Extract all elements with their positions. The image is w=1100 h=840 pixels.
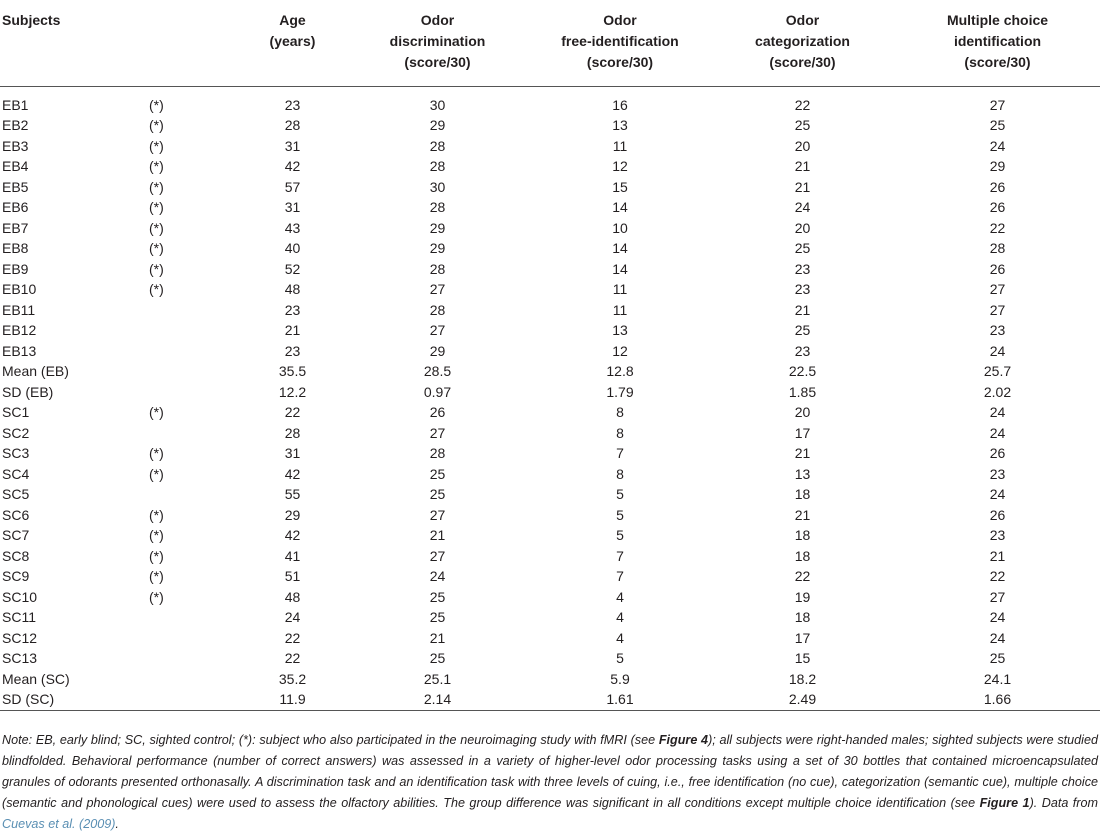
age-cell: 31 (284, 137, 301, 154)
categorization-cell: 23 (794, 281, 811, 297)
header-free-identification-line2: free-identification (561, 33, 679, 49)
free-identification-cell: 12.8 (606, 363, 634, 379)
categorization-cell: 22 (794, 96, 811, 113)
note-figure4-ref[interactable]: Figure 4 (658, 733, 709, 747)
table-header-row (0, 10, 1100, 86)
free-identification-cell: 4 (616, 588, 624, 605)
discrimination-cell: 0.97 (423, 383, 452, 400)
age-cell: 12.2 (278, 383, 307, 400)
free-identification-cell: 14 (612, 199, 628, 215)
multiple-choice-cell: 21 (989, 547, 1006, 564)
categorization-cell: 20 (794, 219, 811, 236)
fmri-mark-cell: (*) (149, 240, 164, 256)
age-cell: 23 (284, 96, 301, 113)
header-discrimination-line2: discrimination (389, 33, 486, 49)
categorization-cell: 24 (794, 199, 811, 215)
note-part1: Note: EB, early blind; SC, sighted control; (*): subject who also participated in the neuroimaging study with fMRI (see (2, 733, 659, 747)
note-citation-link[interactable]: Cuevas et al. (2009) (2, 817, 116, 831)
header-discrimination-line1: Odor (420, 12, 455, 28)
age-cell: 48 (284, 588, 301, 605)
discrimination-cell: 29 (429, 240, 446, 256)
free-identification-cell: 7 (616, 445, 624, 461)
multiple-choice-cell: 26 (989, 199, 1006, 215)
multiple-choice-cell: 24 (989, 342, 1006, 359)
free-identification-cell: 13 (612, 117, 628, 133)
header-multiple-choice (895, 10, 1100, 86)
fmri-mark-cell (145, 607, 240, 628)
free-identification-cell: 11 (612, 281, 628, 297)
fmri-mark-cell: (*) (149, 281, 164, 297)
table-row (0, 648, 1100, 669)
fmri-mark-cell: (*) (149, 219, 164, 236)
subject-cell: EB13 (2, 342, 37, 359)
discrimination-cell: 28 (429, 137, 446, 154)
table-row (0, 566, 1100, 587)
multiple-choice-cell: 26 (989, 178, 1006, 195)
categorization-cell: 20 (794, 404, 811, 420)
table-row (0, 341, 1100, 362)
discrimination-cell: 27 (429, 424, 446, 441)
note-figure1-ref[interactable]: Figure 1 (979, 796, 1030, 810)
subject-cell: Mean (SC) (2, 670, 70, 687)
age-cell: 57 (284, 178, 301, 195)
categorization-cell: 21 (794, 158, 811, 174)
discrimination-cell: 2.14 (345, 689, 530, 710)
discrimination-cell: 27 (429, 547, 446, 564)
header-discrimination-line3: (score/30) (404, 54, 471, 70)
age-cell: 48 (284, 281, 301, 297)
fmri-mark-cell: (*) (149, 117, 164, 133)
fmri-mark-cell (145, 300, 240, 321)
subject-cell: EB6 (2, 199, 29, 215)
table-row (0, 669, 1100, 690)
table-row (0, 505, 1100, 526)
age-cell: 23 (284, 342, 301, 359)
free-identification-cell: 11 (612, 301, 628, 318)
multiple-choice-cell: 24 (989, 137, 1006, 154)
note-part4: . (115, 817, 119, 831)
fmri-mark-cell (145, 689, 240, 710)
fmri-mark-cell: (*) (149, 137, 164, 154)
free-identification-cell: 14 (612, 240, 628, 256)
multiple-choice-cell: 25.7 (983, 363, 1012, 379)
multiple-choice-cell: 26 (989, 445, 1006, 461)
discrimination-cell: 28.5 (423, 363, 452, 379)
categorization-cell: 21 (794, 301, 811, 318)
header-age (240, 10, 345, 86)
table-row (0, 300, 1100, 321)
age-cell: 55 (284, 486, 301, 502)
subject-cell: SC2 (2, 424, 30, 441)
header-discrimination (345, 10, 530, 86)
categorization-cell: 20 (794, 137, 811, 154)
discrimination-cell: 28 (429, 199, 446, 215)
age-cell: 31 (284, 445, 301, 461)
subject-cell: SC9 (2, 568, 30, 584)
discrimination-cell: 27 (429, 281, 446, 297)
table-row (0, 197, 1100, 218)
table-row (0, 443, 1100, 464)
free-identification-cell: 16 (612, 96, 628, 113)
discrimination-cell: 25.1 (423, 670, 452, 687)
discrimination-cell: 26 (429, 404, 446, 420)
subject-cell: EB5 (2, 178, 29, 195)
free-identification-cell: 1.61 (530, 689, 710, 710)
categorization-cell: 23 (794, 260, 811, 277)
free-identification-cell: 8 (616, 424, 624, 441)
discrimination-cell: 27 (429, 506, 446, 523)
multiple-choice-cell: 1.66 (895, 689, 1100, 710)
subject-cell: SC8 (2, 547, 30, 564)
subject-cell: SD (EB) (2, 383, 54, 400)
discrimination-cell: 28 (429, 445, 446, 461)
age-cell: 52 (284, 260, 301, 277)
table-row (0, 607, 1100, 628)
categorization-cell: 18 (794, 547, 811, 564)
categorization-cell: 22 (794, 568, 811, 584)
categorization-cell: 13 (794, 465, 811, 482)
age-cell: 40 (284, 240, 301, 256)
discrimination-cell: 30 (429, 178, 446, 195)
header-categorization-line2: categorization (755, 33, 850, 49)
table-row (0, 238, 1100, 259)
free-identification-cell: 15 (612, 178, 628, 195)
categorization-cell: 25 (794, 240, 811, 256)
subject-cell: EB10 (2, 281, 37, 297)
age-cell: 35.5 (278, 363, 307, 379)
table-row (0, 464, 1100, 485)
table-row (0, 320, 1100, 341)
discrimination-cell: 25 (429, 486, 446, 502)
header-mark-spacer (145, 10, 240, 86)
subject-cell: EB4 (2, 158, 29, 174)
discrimination-cell: 25 (429, 465, 446, 482)
header-multiple-choice-line1: Multiple choice (946, 12, 1049, 28)
discrimination-cell: 28 (429, 158, 446, 174)
table-note (2, 730, 1098, 835)
categorization-cell: 23 (794, 342, 811, 359)
discrimination-cell: 25 (429, 588, 446, 605)
subject-cell: EB2 (2, 117, 29, 133)
multiple-choice-cell: 24.1 (983, 670, 1012, 687)
fmri-mark-cell (145, 484, 240, 505)
fmri-mark-cell: (*) (149, 404, 164, 420)
free-identification-cell: 5 (616, 506, 624, 523)
fmri-mark-cell: (*) (149, 260, 164, 277)
discrimination-cell: 30 (429, 96, 446, 113)
free-identification-cell: 14 (612, 260, 628, 277)
multiple-choice-cell: 2.02 (983, 383, 1012, 400)
header-multiple-choice-line3: (score/30) (964, 54, 1031, 70)
categorization-cell: 1.85 (788, 383, 817, 400)
free-identification-cell: 12 (612, 342, 628, 359)
fmri-mark-cell (145, 648, 240, 669)
free-identification-cell: 13 (612, 322, 628, 338)
fmri-mark-cell: (*) (149, 465, 164, 482)
subject-cell: SC6 (2, 506, 30, 523)
multiple-choice-cell: 23 (989, 465, 1006, 482)
age-cell: 11.9 (240, 689, 345, 710)
fmri-mark-cell: (*) (149, 568, 164, 584)
fmri-mark-cell: (*) (149, 445, 164, 461)
subject-cell: EB8 (2, 240, 29, 256)
age-cell: 42 (284, 465, 301, 482)
header-free-identification-line1: Odor (603, 12, 637, 28)
fmri-mark-cell: (*) (149, 527, 164, 543)
multiple-choice-cell: 23 (989, 527, 1006, 543)
table-row (0, 628, 1100, 649)
subject-cell: Mean (EB) (2, 363, 69, 379)
table-row (0, 423, 1100, 444)
note-part2: ); all subjects were right-handed males; sighted subjects were studied blindfolded. Behavioral performance (number of correct answers) was assessed in a variety of higher-level odor processing tasks using a set of 30 bottles that contained microencapsulated granules of odorants presented orthonasally. A discrimination task and an identification task with three levels of cuing, i.e., free identification (no cue), categorization (semantic cue), multiple choice (semantic and phonological cues) were used to assess the olfactory abilities. The group difference was significant in all conditions except multiple choice identification (see (2, 733, 1098, 810)
age-cell: 51 (284, 568, 301, 584)
free-identification-cell: 7 (616, 568, 624, 584)
subject-cell: SC11 (2, 609, 36, 625)
multiple-choice-cell: 27 (989, 301, 1006, 318)
table-row (0, 484, 1100, 505)
age-cell: 43 (284, 219, 301, 236)
subject-cell: SC4 (2, 465, 30, 482)
free-identification-cell: 4 (616, 609, 624, 625)
subject-cell: EB9 (2, 260, 29, 277)
subject-cell: EB12 (2, 322, 37, 338)
subject-cell: SC10 (2, 588, 38, 605)
age-cell: 31 (284, 199, 301, 215)
fmri-mark-cell (145, 320, 240, 341)
multiple-choice-cell: 22 (989, 219, 1006, 236)
age-cell: 24 (284, 609, 301, 625)
note-part3: ). Data from (1029, 796, 1098, 810)
categorization-cell: 2.49 (710, 689, 895, 710)
subject-cell: SC1 (2, 404, 30, 420)
categorization-cell: 15 (794, 650, 811, 666)
multiple-choice-cell: 27 (989, 588, 1006, 605)
categorization-cell: 18 (794, 527, 811, 543)
table-body (0, 86, 1100, 710)
multiple-choice-cell: 28 (989, 240, 1006, 256)
multiple-choice-cell: 24 (989, 486, 1006, 502)
table-row (0, 587, 1100, 608)
subject-cell: SC5 (2, 486, 30, 502)
discrimination-cell: 29 (429, 219, 446, 236)
age-cell: 28 (284, 424, 301, 441)
subject-cell: EB7 (2, 219, 29, 236)
subject-cell: EB1 (2, 96, 29, 113)
fmri-mark-cell (145, 628, 240, 649)
fmri-mark-cell: (*) (149, 199, 164, 215)
header-subjects: Subjects (0, 10, 145, 86)
discrimination-cell: 29 (429, 342, 446, 359)
fmri-mark-cell (145, 423, 240, 444)
fmri-mark-cell: (*) (149, 588, 164, 605)
fmri-mark-cell (145, 382, 240, 403)
subject-cell: EB11 (2, 301, 36, 318)
categorization-cell: 17 (794, 424, 811, 441)
discrimination-cell: 28 (429, 301, 446, 318)
age-cell: 21 (284, 322, 301, 338)
fmri-mark-cell: (*) (149, 96, 164, 113)
header-age-line1: Age (279, 12, 306, 28)
table-row (0, 361, 1100, 382)
discrimination-cell: 21 (429, 527, 446, 543)
table-row (0, 156, 1100, 177)
categorization-cell: 17 (794, 629, 811, 646)
categorization-cell: 18.2 (788, 670, 817, 687)
age-cell: 23 (284, 301, 301, 318)
multiple-choice-cell: 27 (989, 281, 1006, 297)
categorization-cell: 19 (794, 588, 811, 605)
discrimination-cell: 29 (429, 117, 446, 133)
fmri-mark-cell: (*) (149, 547, 164, 564)
fmri-mark-cell (145, 669, 240, 690)
fmri-mark-cell (145, 341, 240, 362)
free-identification-cell: 1.79 (606, 383, 634, 400)
header-free-identification (530, 10, 710, 86)
header-multiple-choice-line2: identification (953, 33, 1042, 49)
multiple-choice-cell: 29 (989, 158, 1006, 174)
header-categorization-line1: Odor (785, 12, 820, 28)
multiple-choice-cell: 27 (989, 96, 1006, 113)
free-identification-cell: 12 (612, 158, 628, 174)
table-row (0, 115, 1100, 136)
table-row (0, 177, 1100, 198)
table-row (0, 402, 1100, 423)
table-row (0, 86, 1100, 115)
free-identification-cell: 5 (616, 486, 624, 502)
table-row (0, 136, 1100, 157)
age-cell: 41 (284, 547, 301, 564)
header-categorization (710, 10, 895, 86)
header-free-identification-line3: (score/30) (586, 54, 654, 70)
subject-cell: SC3 (2, 445, 30, 461)
multiple-choice-cell: 23 (989, 322, 1006, 338)
categorization-cell: 21 (794, 506, 811, 523)
multiple-choice-cell: 26 (989, 260, 1006, 277)
multiple-choice-cell: 26 (989, 506, 1006, 523)
age-cell: 42 (284, 527, 301, 543)
discrimination-cell: 24 (429, 568, 446, 584)
categorization-cell: 18 (794, 486, 811, 502)
free-identification-cell: 5 (616, 650, 624, 666)
multiple-choice-cell: 24 (989, 424, 1006, 441)
free-identification-cell: 5.9 (610, 670, 630, 687)
multiple-choice-cell: 25 (989, 117, 1006, 133)
free-identification-cell: 11 (612, 137, 628, 154)
fmri-mark-cell: (*) (149, 178, 164, 195)
table-row (0, 689, 1100, 710)
categorization-cell: 25 (794, 322, 811, 338)
fmri-mark-cell: (*) (149, 506, 164, 523)
multiple-choice-cell: 24 (989, 404, 1006, 420)
categorization-cell: 22.5 (788, 363, 817, 379)
free-identification-cell: 7 (616, 547, 624, 564)
discrimination-cell: 28 (429, 260, 446, 277)
age-cell: 29 (284, 506, 301, 523)
age-cell: 28 (284, 117, 301, 133)
free-identification-cell: 5 (616, 527, 624, 543)
subject-cell: EB3 (2, 137, 29, 154)
fmri-mark-cell: (*) (149, 158, 164, 174)
fmri-mark-cell (145, 361, 240, 382)
age-cell: 22 (284, 629, 301, 646)
discrimination-cell: 27 (429, 322, 446, 338)
categorization-cell: 21 (794, 445, 811, 461)
categorization-cell: 21 (794, 178, 811, 195)
table-row (0, 279, 1100, 300)
subject-cell: SC12 (2, 629, 38, 646)
free-identification-cell: 10 (612, 219, 628, 236)
table-row (0, 546, 1100, 567)
subject-cell: SC13 (2, 650, 38, 666)
table-row (0, 259, 1100, 280)
olfactory-scores-table (0, 10, 1100, 711)
header-categorization-line3: (score/30) (769, 54, 836, 70)
free-identification-cell: 4 (616, 629, 624, 646)
categorization-cell: 18 (794, 609, 811, 625)
age-cell: 35.2 (278, 670, 307, 687)
discrimination-cell: 21 (429, 629, 446, 646)
age-cell: 42 (284, 158, 301, 174)
table-row (0, 218, 1100, 239)
subject-cell: SC7 (2, 527, 30, 543)
free-identification-cell: 8 (616, 465, 624, 482)
multiple-choice-cell: 22 (989, 568, 1006, 584)
discrimination-cell: 25 (429, 650, 446, 666)
subject-cell: SD (SC) (0, 689, 145, 710)
header-age-line2: (years) (269, 33, 316, 49)
age-cell: 22 (284, 650, 301, 666)
table-row (0, 525, 1100, 546)
table-row (0, 382, 1100, 403)
categorization-cell: 25 (794, 117, 811, 133)
discrimination-cell: 25 (429, 609, 446, 625)
multiple-choice-cell: 24 (989, 629, 1006, 646)
free-identification-cell: 8 (616, 404, 624, 420)
multiple-choice-cell: 24 (989, 609, 1006, 625)
multiple-choice-cell: 25 (989, 650, 1006, 666)
age-cell: 22 (284, 404, 301, 420)
